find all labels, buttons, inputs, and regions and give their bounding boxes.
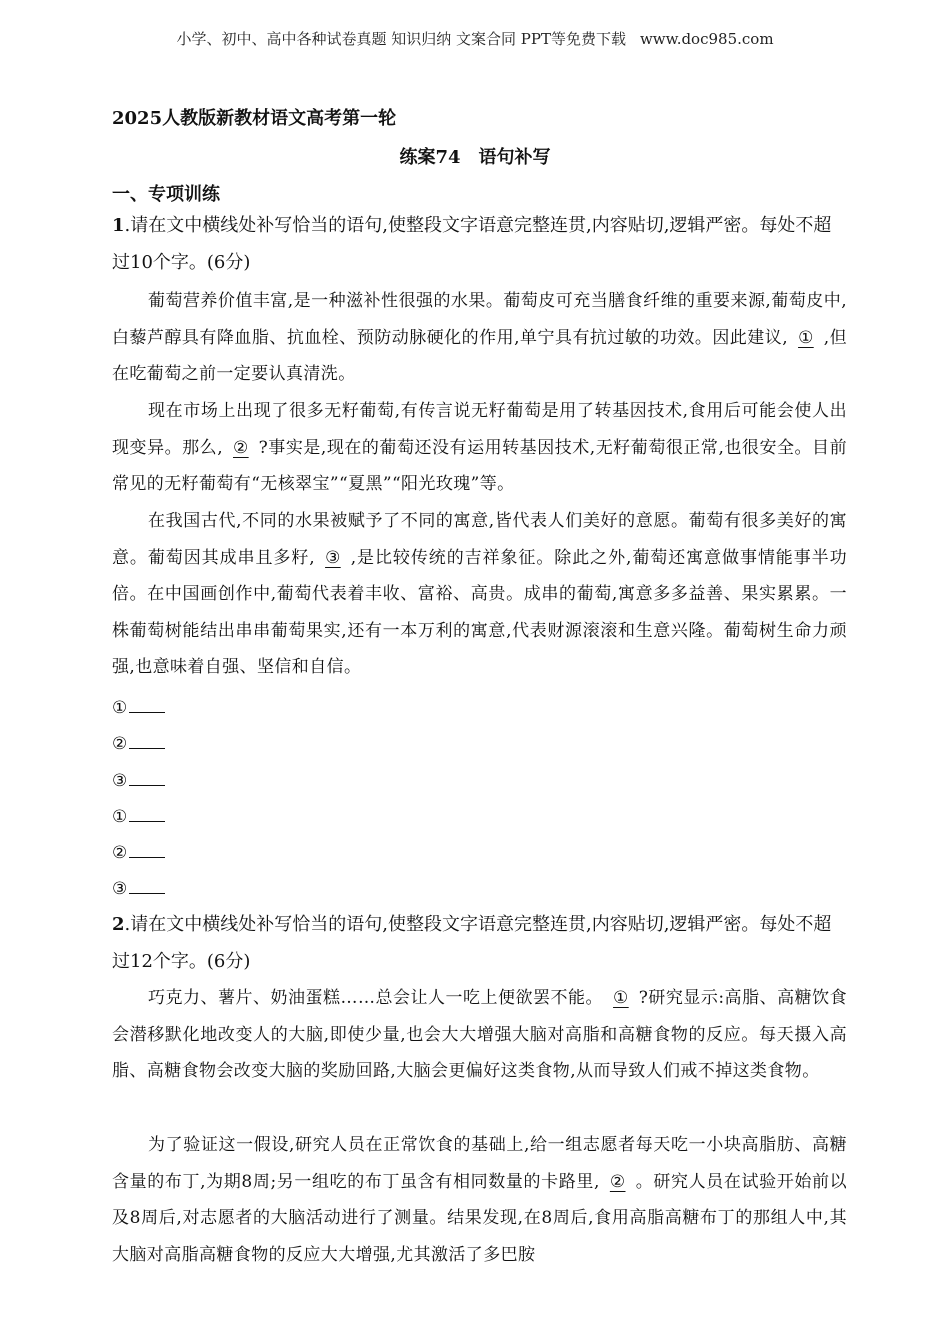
q1-paragraph-2: 现在市场上出现了很多无籽葡萄,有传言说无籽葡萄是用了转基因技术,食用后可能会使人出现变异。那么, ② ?事实是,现在的葡萄还没有运用转基因技术,无籽葡萄很正常,也很安全。目前常见的无籽葡萄有“无核翠宝”“夏黑”“阳光玫瑰”等。 <box>112 401 847 494</box>
answer-line: ③ <box>112 871 165 907</box>
page-header <box>0 28 950 49</box>
answer-blank[interactable] <box>129 893 165 894</box>
answer-blank[interactable] <box>129 857 165 858</box>
q2-blank-2[interactable]: ② <box>609 1171 626 1192</box>
answer-blank[interactable] <box>129 785 165 786</box>
answer-line: ② <box>112 726 165 762</box>
answer-line: ① <box>112 690 165 726</box>
header-text: 小学、初中、高中各种试卷真题 知识归纳 文案合同 PPT等免费下载 <box>176 30 626 48</box>
lesson-title: 练案74 语句补写 <box>399 147 551 168</box>
q2-paragraph-1: 巧克力、薯片、奶油蛋糕……总会让人一吃上便欲罢不能。 ① ?研究显示:高脂、高糖饮食会潜移默化地改变人的大脑,即使少量,也会大大增强大脑对高脂和高糖食物的反应。每天摄入高脂、高糖食物会改变大脑的奖励回路,大脑会更偏好这类食物,从而导致人们戒不掉这类食物。 <box>112 980 847 1090</box>
q1-blank-1[interactable]: ① <box>798 327 814 348</box>
section-title: 一、专项训练 <box>112 184 220 205</box>
q2-blank-1[interactable]: ① <box>613 988 629 1008</box>
answer-blank[interactable] <box>129 821 165 822</box>
question-1-prompt <box>112 208 847 281</box>
question-1-text: .请在文中横线处补写恰当的语句,使整段文字语意完整连贯,内容贴切,逻辑严密。每处不超过10个字。(6分) <box>112 215 832 273</box>
question-1-number: 1 <box>112 215 125 236</box>
header-url[interactable]: www.doc985.com <box>639 30 774 48</box>
answer-blank[interactable] <box>129 712 165 713</box>
q1-answer-lines <box>112 690 165 908</box>
answer-blank[interactable] <box>129 748 165 749</box>
answer-line: ③ <box>112 763 165 799</box>
document-title: 2025人教版新教材语文高考第一轮 <box>112 108 397 129</box>
answer-line: ② <box>112 835 165 871</box>
q1-paragraph-3: 在我国古代,不同的水果被赋予了不同的寓意,皆代表人们美好的意愿。葡萄有很多美好的寓意。葡萄因其成串且多籽, ③ ,是比较传统的吉祥象征。除此之外,葡萄还寓意做事情能事半功倍。在中国画创作中,葡萄代表着丰收、富裕、高贵。成串的葡萄,寓意多多益善、果实累累。一株葡萄树能结出串串葡萄果实,还有一本万利的寓意,代表财源滚滚和生意兴隆。葡萄树生命力顽强,也意味着自强、坚信和自信。 <box>112 511 847 677</box>
q1-blank-3[interactable]: ③ <box>325 547 341 568</box>
q2-paragraph-2: 为了验证这一假设,研究人员在正常饮食的基础上,给一组志愿者每天吃一小块高脂肪、高糖含量的布丁,为期8周;另一组吃的布丁虽含有相同数量的卡路里, ② 。研究人员在试验开始前以及8周后,对志愿者的大脑活动进行了测量。结果发现,在8周后,食用高脂高糖布丁的那组人中,其大脑对高脂高糖食物的反应大大增强,尤其激活了多巴胺 <box>112 1135 847 1265</box>
q1-blank-2[interactable]: ② <box>233 437 249 458</box>
question-2-number: 2 <box>112 914 125 935</box>
answer-line: ① <box>112 799 165 835</box>
question-2-prompt <box>112 907 847 980</box>
q1-paragraph-1: 葡萄营养价值丰富,是一种滋补性很强的水果。葡萄皮可充当膳食纤维的重要来源,葡萄皮中,白藜芦醇具有降血脂、抗血栓、预防动脉硬化的作用,单宁具有抗过敏的功效。因此建议, ① ,但在吃葡萄之前一定要认真清洗。 <box>112 291 847 384</box>
question-2-text: .请在文中横线处补写恰当的语句,使整段文字语意完整连贯,内容贴切,逻辑严密。每处不超过12个字。(6分) <box>112 914 832 972</box>
